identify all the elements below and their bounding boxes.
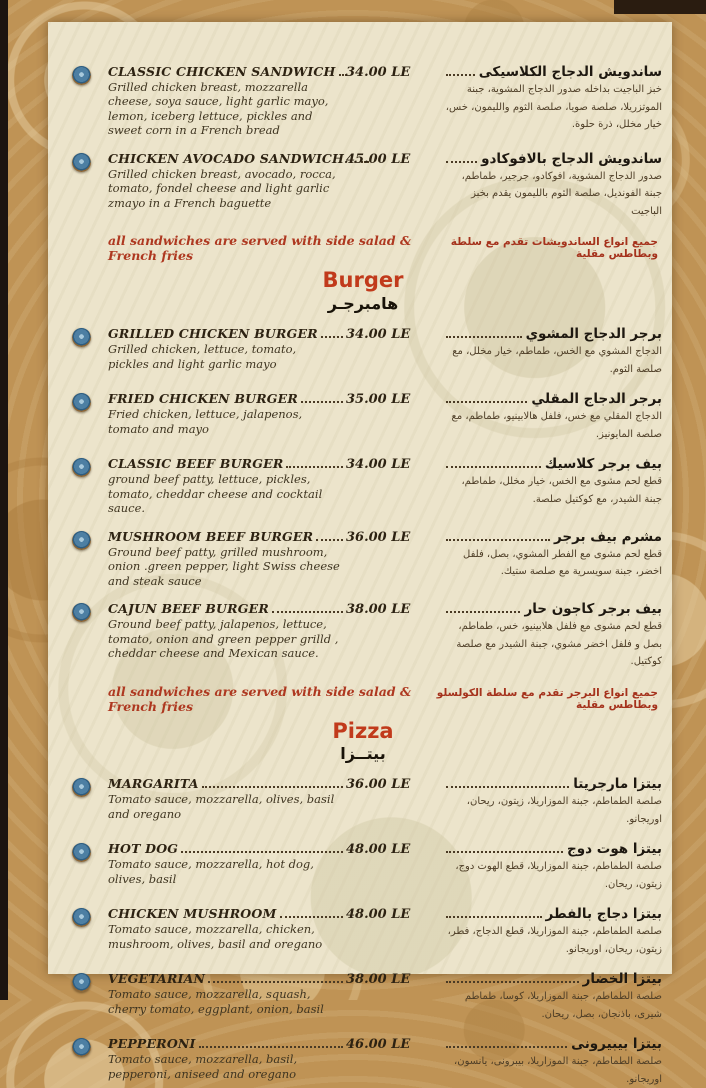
dotted-leader bbox=[446, 336, 522, 338]
dotted-leader bbox=[446, 916, 542, 918]
item-name-ar: بيتزا دجاج بالفطر bbox=[545, 906, 662, 923]
item-desc-ar: صلصة الطماطم، جبنة الموزاريلا، زيتون، ريحان، اوريجانو. bbox=[466, 796, 662, 825]
dotted-leader bbox=[202, 786, 343, 788]
item-desc-en: Grilled chicken breast, avocado, rocca, tomato, fondel cheese and light garlic zmayo in a French baguette bbox=[108, 166, 336, 210]
item-price: 36.00 LE bbox=[346, 529, 411, 545]
item-desc-ar: الدجاج المقلي مع خس، فلفل هالابينيو، طماطم، مع صلصة المايونيز. bbox=[451, 411, 662, 440]
item-name-ar: ساندويش الدجاج الكلاسيكى bbox=[478, 64, 662, 80]
note-en: all sandwiches are served with side salad & French fries bbox=[108, 233, 412, 264]
dotted-leader bbox=[446, 851, 563, 853]
item-desc-en: Tomato sauce, mozzarella, squash, cherry tomato, eggplant, onion, basil bbox=[108, 987, 324, 1016]
dotted-leader bbox=[272, 611, 343, 613]
item-name-en: GRILLED CHICKEN BURGER bbox=[108, 326, 318, 342]
dotted-leader bbox=[321, 336, 343, 338]
dotted-leader bbox=[446, 786, 569, 788]
seal-bullet-icon bbox=[72, 458, 91, 477]
section-header-burger bbox=[64, 269, 662, 314]
section-title-ar: بيتــزا bbox=[340, 743, 386, 763]
item-desc-ar: صلصة الطماطم، جبنة الموزاريلا، قطع الهوت دوج، زيتون، ريحان. bbox=[455, 861, 662, 890]
menu-item-margarita bbox=[64, 776, 662, 828]
item-name-en: VEGETARIAN bbox=[108, 971, 206, 987]
dotted-leader bbox=[446, 611, 520, 613]
item-desc-ar: صلصة الطماطم، جبنة الموزاريلا، بيبرونى، يانسون، اوريجانو. bbox=[454, 1056, 662, 1085]
item-name-en: CLASSIC BEEF BURGER bbox=[108, 456, 284, 472]
dotted-leader bbox=[181, 851, 343, 853]
scan-edge-left bbox=[0, 0, 8, 1000]
menu-item-cajun-beef-burger bbox=[64, 601, 662, 671]
seal-bullet-icon bbox=[72, 1038, 91, 1057]
menu-item-hot-dog bbox=[64, 841, 662, 893]
item-price: 34.00 LE bbox=[346, 327, 411, 343]
seal-bullet-icon bbox=[72, 531, 91, 550]
item-price: 48.00 LE bbox=[346, 842, 411, 858]
dotted-leader bbox=[446, 981, 579, 983]
seal-bullet-icon bbox=[72, 153, 91, 172]
item-price: 35.00 LE bbox=[346, 392, 411, 408]
item-name-en: PEPPERONI bbox=[108, 1036, 196, 1052]
item-desc-en: Fried chicken, lettuce, jalapenos, tomato and mayo bbox=[108, 407, 303, 436]
note-en: all sandwiches are served with side salad & French fries bbox=[108, 683, 412, 714]
seal-bullet-icon bbox=[72, 328, 91, 347]
scan-corner-top-right bbox=[614, 0, 706, 14]
sandwich-note-row bbox=[64, 233, 662, 263]
menu-item-chicken-mushroom bbox=[64, 906, 662, 958]
item-name-ar: بيف برجر كلاسيك bbox=[544, 456, 662, 473]
item-name-ar: برجر الدجاج المقلي bbox=[531, 391, 662, 408]
item-desc-en: Grilled chicken breast, mozzarella cheese, soya sauce, light garlic mayo, lemon, iceberg lettuce, pickles and sweet corn in a French bread bbox=[108, 80, 329, 138]
item-desc-en: Tomato sauce, mozzarella, hot dog, olives, basil bbox=[108, 857, 314, 886]
seal-bullet-icon bbox=[72, 843, 91, 862]
menu-item-grilled-chicken-burger bbox=[64, 326, 662, 378]
item-price: 34.00 LE bbox=[346, 457, 411, 473]
menu-item-classic-beef-burger bbox=[64, 456, 662, 515]
item-desc-en: Tomato sauce, mozzarella, basil, pepperoni, aniseed and oregano bbox=[108, 1052, 298, 1081]
menu-item-chicken-avocado-sandwich bbox=[64, 151, 662, 221]
seal-bullet-icon bbox=[72, 973, 91, 992]
seal-bullet-icon bbox=[72, 393, 91, 412]
item-name-ar: ساندويش الدجاج بالافوكادو bbox=[481, 150, 662, 167]
item-name-ar: بيتزا مارجريتا bbox=[573, 776, 662, 793]
item-desc-ar: صلصة الطماطم، جبنة الموزاريلا، كوسا، طماطم شيرى، باذنجان، بصل، ريحان. bbox=[464, 991, 662, 1020]
item-price: 38.00 LE bbox=[346, 972, 411, 988]
dotted-leader bbox=[446, 401, 527, 403]
note-ar: جميع انواع الساندويشات تقدم مع سلطة وبطاطس مقلية bbox=[450, 236, 658, 261]
item-price: 46.00 LE bbox=[346, 1037, 411, 1053]
item-name-ar: بيتزا الخضار bbox=[582, 971, 662, 988]
menu-item-pepperoni bbox=[64, 1036, 662, 1088]
item-name-en: HOT DOG bbox=[108, 841, 179, 857]
item-desc-ar: خبز الباجيت بداخله صدور الدجاج المشوية، جبنة الموتزريلا، صلصة صويا، صلصة الثوم والليمون، خس، خيار مخلل، ذرة حلوة. bbox=[445, 84, 662, 130]
dotted-leader bbox=[286, 466, 343, 468]
item-desc-ar: الدجاج المشوي مع الخس، طماطم، خيار مخلل، مع صلصة الثوم. bbox=[452, 346, 662, 375]
item-desc-ar: قطع لحم مشوى مع الخس، خيار مخلل، طماطم، جبنة الشيدر، مع كوكتيل صلصة. bbox=[461, 476, 662, 505]
item-price: 36.00 LE bbox=[346, 777, 411, 793]
item-name-en: CLASSIC CHICKEN SANDWICH bbox=[108, 64, 336, 79]
item-desc-ar: صدور الدجاج المشوية، افوكادو، جرجير، طماطم، جبنة الفونديل، صلصة الثوم بالليمون يقدم بخبز الباجيت bbox=[461, 170, 662, 217]
item-desc-ar: قطع لحم مشوى مع فلفل هلابينيو، خس، طماطم، بصل و فلفل اخضر مشوي، جبنة الشيدر مع صلصة كوكتيل. bbox=[456, 621, 662, 668]
item-name-en: CHICKEN MUSHROOM bbox=[108, 906, 277, 922]
item-price: 48.00 LE bbox=[346, 907, 411, 923]
item-name-en: FRIED CHICKEN BURGER bbox=[108, 391, 298, 407]
item-name-en: CAJUN BEEF BURGER bbox=[108, 601, 269, 617]
item-name-ar: بيتزا بيبيرونى bbox=[571, 1036, 662, 1053]
seal-bullet-icon bbox=[72, 908, 91, 927]
item-name-en: MARGARITA bbox=[108, 776, 199, 792]
menu-item-vegetarian bbox=[64, 971, 662, 1023]
dotted-leader bbox=[446, 1046, 567, 1048]
item-desc-en: Ground beef patty, jalapenos, lettuce, tomato, onion and green pepper grilld , cheddar cheese and Mexican sauce. bbox=[108, 617, 339, 660]
section-title-en: Pizza bbox=[332, 718, 394, 743]
section-title-ar: هامبرجـر bbox=[327, 293, 399, 313]
burger-note-row bbox=[64, 684, 662, 714]
dotted-leader bbox=[208, 981, 343, 983]
seal-bullet-icon bbox=[72, 66, 91, 85]
item-price: 34.00 LE bbox=[346, 65, 411, 80]
dotted-leader bbox=[301, 401, 343, 403]
item-name-en: CHICKEN AVOCADO SANDWICH... bbox=[108, 150, 358, 166]
menu-item-mushroom-beef-burger bbox=[64, 529, 662, 588]
item-name-ar: بيف برجر كاجون حار bbox=[524, 601, 662, 618]
item-desc-en: ground beef patty, lettuce, pickles, tomato, cheddar cheese and cocktail sauce. bbox=[108, 472, 323, 516]
dotted-leader bbox=[316, 539, 343, 541]
item-name-ar: برجر الدجاج المشوي bbox=[525, 326, 662, 343]
note-ar: جميع انواع البرجر تقدم مع سلطة الكولسلو وبطاطس مقلية bbox=[436, 686, 658, 711]
section-title-en: Burger bbox=[322, 268, 404, 293]
item-price: 45.00 LE bbox=[346, 151, 411, 167]
dotted-leader bbox=[446, 161, 477, 163]
dotted-leader bbox=[446, 74, 475, 76]
item-name-en: MUSHROOM BEEF BURGER bbox=[108, 528, 314, 544]
menu-item-fried-chicken-burger bbox=[64, 391, 662, 443]
seal-bullet-icon bbox=[72, 778, 91, 797]
item-desc-ar: قطع لحم مشوى مع الفطر المشوي، بصل، فلفل اخضر، جبنة سويسرية مع صلصة ستيك. bbox=[463, 548, 662, 578]
menu-item-classic-chicken-sandwich bbox=[64, 64, 662, 138]
item-price: 38.00 LE bbox=[346, 602, 411, 618]
seal-bullet-icon bbox=[72, 603, 91, 622]
item-desc-ar: صلصة الطماطم، جبنة الموزاريلا، قطع الدجاج، فطر، زيتون، ريحان، اوريجانو. bbox=[447, 926, 662, 955]
item-desc-en: Tomato sauce, mozzarella, chicken, mushroom, olives, basil and oregano bbox=[108, 922, 323, 951]
item-name-ar: بيتزا هوت دوج bbox=[567, 841, 662, 858]
item-desc-en: Ground beef patty, grilled mushroom, onion .green pepper, light Swiss cheese and steak sauce bbox=[108, 544, 340, 588]
menu-page bbox=[48, 22, 672, 1085]
item-desc-en: Grilled chicken, lettuce, tomato, pickles and light garlic mayo bbox=[108, 342, 297, 371]
item-desc-en: Tomato sauce, mozzarella, olives, basil and oregano bbox=[108, 792, 335, 821]
section-header-pizza bbox=[64, 720, 662, 765]
dotted-leader bbox=[199, 1046, 343, 1048]
item-name-ar: مشرم بيف برجر bbox=[553, 528, 662, 545]
dotted-leader bbox=[280, 916, 343, 918]
dotted-leader bbox=[446, 539, 550, 541]
dotted-leader bbox=[446, 466, 541, 468]
